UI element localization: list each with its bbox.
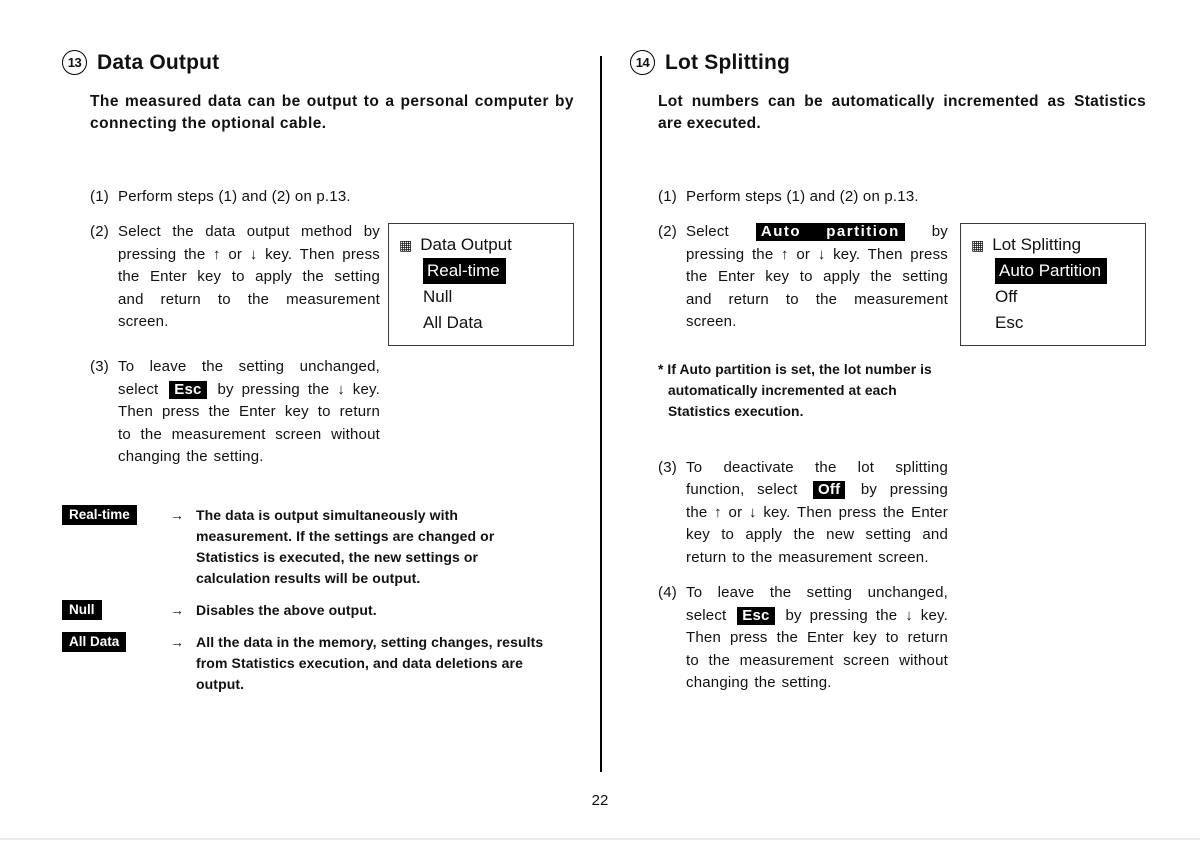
legend-row-realtime [62, 505, 574, 589]
section-heading [630, 50, 1146, 75]
section-heading [62, 50, 574, 75]
step-2 [90, 221, 388, 334]
legend-row-alldata [62, 632, 574, 695]
step-text [686, 582, 948, 695]
section-title: Data Output [97, 50, 220, 74]
alldata-label: All Data [62, 632, 126, 652]
step-text [686, 221, 948, 334]
section-title: Lot Splitting [665, 50, 791, 74]
scan-edge [0, 838, 1200, 840]
arrow-right-icon: → [170, 506, 184, 523]
step-text-pre: Select [686, 223, 753, 241]
esc-key-label: Esc [169, 381, 206, 399]
step-text-post: by pressing the ↓ key. Then press the Enter key to return to the measurement screen without changing the setting. [686, 606, 948, 691]
lcd-menu-item: Null [423, 287, 453, 307]
page-number: 22 [591, 792, 609, 809]
lcd-selected-item: Auto Partition [995, 258, 1107, 285]
arrow-right-icon: → [170, 633, 184, 650]
step-number: (1) [90, 187, 109, 205]
legend-description: Disables the above output. [196, 601, 377, 618]
step-2-row [90, 221, 574, 346]
lcd-title: Lot Splitting [992, 235, 1082, 255]
lcd-screen-lot-splitting [960, 223, 1146, 346]
lcd-title-row [971, 232, 1139, 258]
step-number: (2) [658, 223, 677, 241]
step-text: Select the data output method by pressing the ↑ or ↓ key. Then press the Enter key to apply the setting and return to the measurement screen. [118, 223, 380, 331]
step-3 [658, 457, 1146, 570]
off-key-label: Off [813, 481, 845, 499]
auto-partition-label: Auto partition [756, 223, 905, 241]
legend-description: The data is output simultaneously with measurement. If the settings are changed or Statistics is executed, the new settings or calculation results will be output. [196, 506, 495, 586]
realtime-label: Real-time [62, 505, 137, 525]
step-number: (3) [90, 358, 109, 376]
section-data-output [62, 50, 574, 706]
step-text [686, 457, 948, 570]
step-text: Perform steps (1) and (2) on p.13. [686, 187, 919, 205]
legend-row-null [62, 600, 574, 621]
auto-partition-note: * If Auto partition is set, the lot number is automatically incremented at each Statistics execution. [658, 362, 932, 419]
step-text-post: by pressing the ↑ or ↓ key. Then press the Enter key to apply the setting and return to the measurement screen. [686, 223, 948, 331]
legend-chip-col [62, 600, 170, 620]
lcd-menu-item [423, 258, 567, 285]
lcd-selected-item: Real-time [423, 258, 506, 285]
lcd-screen-data-output [388, 223, 574, 346]
steps-list [658, 186, 1146, 347]
legend-chip-col [62, 505, 170, 525]
lcd-menu-item: Esc [995, 312, 1024, 332]
step-2-row [658, 221, 1146, 346]
section-number-badge: 14 [630, 50, 655, 75]
step-text-pre: To deactivate the lot splitting function, select [686, 458, 948, 498]
grid-icon [971, 238, 984, 252]
step-text-pre: To leave the setting unchanged, select [686, 584, 948, 624]
step-3 [90, 356, 574, 469]
lcd-menu-item [995, 258, 1139, 285]
steps-list-continued [658, 457, 1146, 695]
steps-list [90, 186, 574, 469]
step-number: (1) [658, 187, 677, 205]
step-1 [658, 186, 1146, 209]
legend-description: All the data in the memory, setting changes, results from Statistics execution, and data deletions are output. [196, 633, 544, 692]
section-number-badge: 13 [62, 50, 87, 75]
step-4 [658, 582, 1146, 695]
section-intro: The measured data can be output to a personal computer by connecting the optional cable. [90, 93, 574, 133]
step-text-post: by pressing the ↑ or ↓ key. Then press the Enter key to apply the new setting and return to the measurement screen. [686, 481, 949, 566]
step-number: (3) [658, 458, 677, 476]
step-number: (2) [90, 223, 109, 241]
step-1 [90, 186, 574, 209]
step-text: Perform steps (1) and (2) on p.13. [118, 187, 351, 205]
column-divider [600, 56, 602, 772]
arrow-right-icon: → [170, 601, 184, 618]
step-text-post: by pressing the ↓ key. Then press the Enter key to return to the measurement screen without changing the setting. [118, 380, 380, 466]
lcd-menu-item: All Data [423, 312, 483, 332]
lcd-title: Data Output [420, 235, 512, 255]
section-lot-splitting [630, 50, 1146, 708]
lcd-menu-item: Off [995, 287, 1018, 307]
null-label: Null [62, 600, 102, 620]
grid-icon [399, 238, 412, 252]
lcd-title-row [399, 232, 567, 258]
legend-chip-col [62, 632, 170, 652]
step-number: (4) [658, 584, 677, 601]
step-2 [658, 221, 960, 334]
step-text [118, 356, 380, 469]
esc-key-label: Esc [737, 607, 774, 625]
section-intro: Lot numbers can be automatically incremented as Statistics are executed. [658, 93, 1146, 133]
output-modes-legend [62, 505, 574, 695]
step-text-pre: To leave the setting unchanged, select [118, 358, 380, 398]
